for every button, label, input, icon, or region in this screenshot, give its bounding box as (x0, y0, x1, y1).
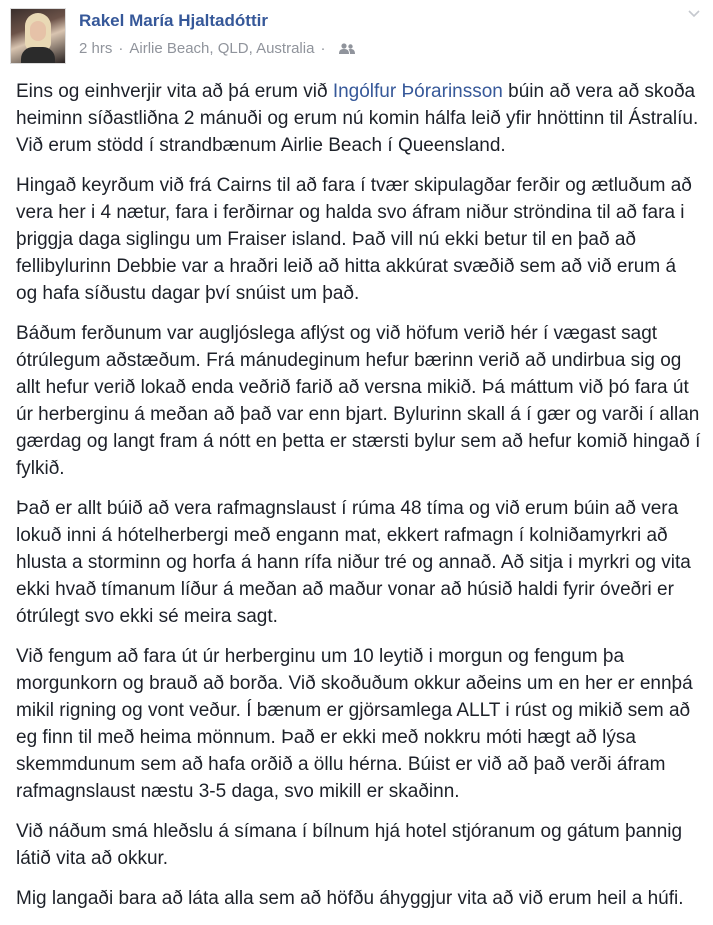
post-paragraph: Báðum ferðunum var augljóslega aflýst og við höfum verið hér í vægast sagt ótrúlegum aðstæðum. Frá mánudeginum hefur bærinn verið að undirbua sig og allt hefur verið lokað enda veðrið farið að versna mikið. Þá máttum við þó fara út úr herberginu á meðan að það var enn bjart. Bylurinn skall á í gær og varði í allan gærdag og langt fram á nótt en þetta er stærsti bylur sem að hefur komið hingað í fylkið. (16, 323, 701, 479)
post-paragraph (16, 78, 701, 159)
avatar-face (30, 21, 46, 41)
post-paragraph: Við náðum smá hleðslu á símana í bílnum hjá hotel stjóranum og gátum þannig látið vita að okkur. (16, 821, 683, 869)
paragraph-text: búin að vera að skoða heiminn síðastliðna 2 mánuði og erum nú komin hálfa leið yfir hnöttinn til Ástralíu. Við erum stödd í strandbænum Airlie Beach í Queensland. (16, 81, 699, 156)
post-header (0, 0, 713, 70)
friends-icon[interactable] (339, 43, 355, 55)
tagged-person-link[interactable]: Ingólfur Þórarinsson (332, 81, 503, 102)
author-name[interactable]: Rakel María Hjaltadóttir (79, 11, 268, 30)
post-location[interactable]: Airlie Beach, QLD, Australia (129, 40, 315, 57)
post-paragraph: Við fengum að fara út úr herberginu um 10 leytið i morgun og fengum þa morgunkorn og brauð að borða. Við skoðuðum okkur aðeins um en her er ennþá mikil rigning og vont veður. Í bænum er gjörsamlega ALLT i rúst og mikið sem að eg finn til með heima mönnum. Það er ekki með nokkru móti hægt að lýsa skemmdunum sem að hafa orðið a öllu hérna. Búist er við að það verði áfram rafmagnslaust næstu 3-5 daga, svo mikill er skaðinn. (16, 646, 693, 802)
chevron-down-icon[interactable] (687, 6, 701, 20)
post-body (16, 78, 701, 925)
avatar[interactable] (10, 8, 66, 64)
avatar-body (21, 47, 55, 64)
post-timestamp[interactable]: 2 hrs (79, 40, 113, 57)
post-paragraph: Hingað keyrðum við frá Cairns til að fara í tvær skipulagðar ferðir og ætluðum að vera her i 4 nætur, fara i ferðirnar og halda svo áfram niður ströndina til að fara i þriggja daga siglingu um Fraiser island. Það vill nú ekki betur til en það að fellibylurinn Debbie var a hraðri leið að hitta akkúrat svæðið sem að við erum á og hafa síðustu dagar því snúist um það. (16, 175, 692, 304)
post-paragraph: Það er allt búið að vera rafmagnslaust í rúma 48 tíma og við erum búin að vera lokuð inni á hótelherbergi með engann mat, ekkert rafmagn í kolniðamyrkri að hlusta a storminn og horfa á hann rífa niður tré og annað. Að sitja i myrkri og vita ekki hvað tímanum líður á meðan að maður vonar að húsið haldi fyrir óveðri er ótrúlegt svo ekki sé meira sagt. (16, 498, 691, 627)
post-paragraph: Mig langaði bara að láta alla sem að höfðu áhyggjur vita að við erum heil a húfi. (16, 888, 684, 909)
post-meta (79, 40, 355, 57)
paragraph-text: Eins og einhverjir vita að þá erum við (16, 81, 333, 102)
meta-separator: · (118, 40, 124, 57)
meta-separator: · (320, 40, 326, 57)
